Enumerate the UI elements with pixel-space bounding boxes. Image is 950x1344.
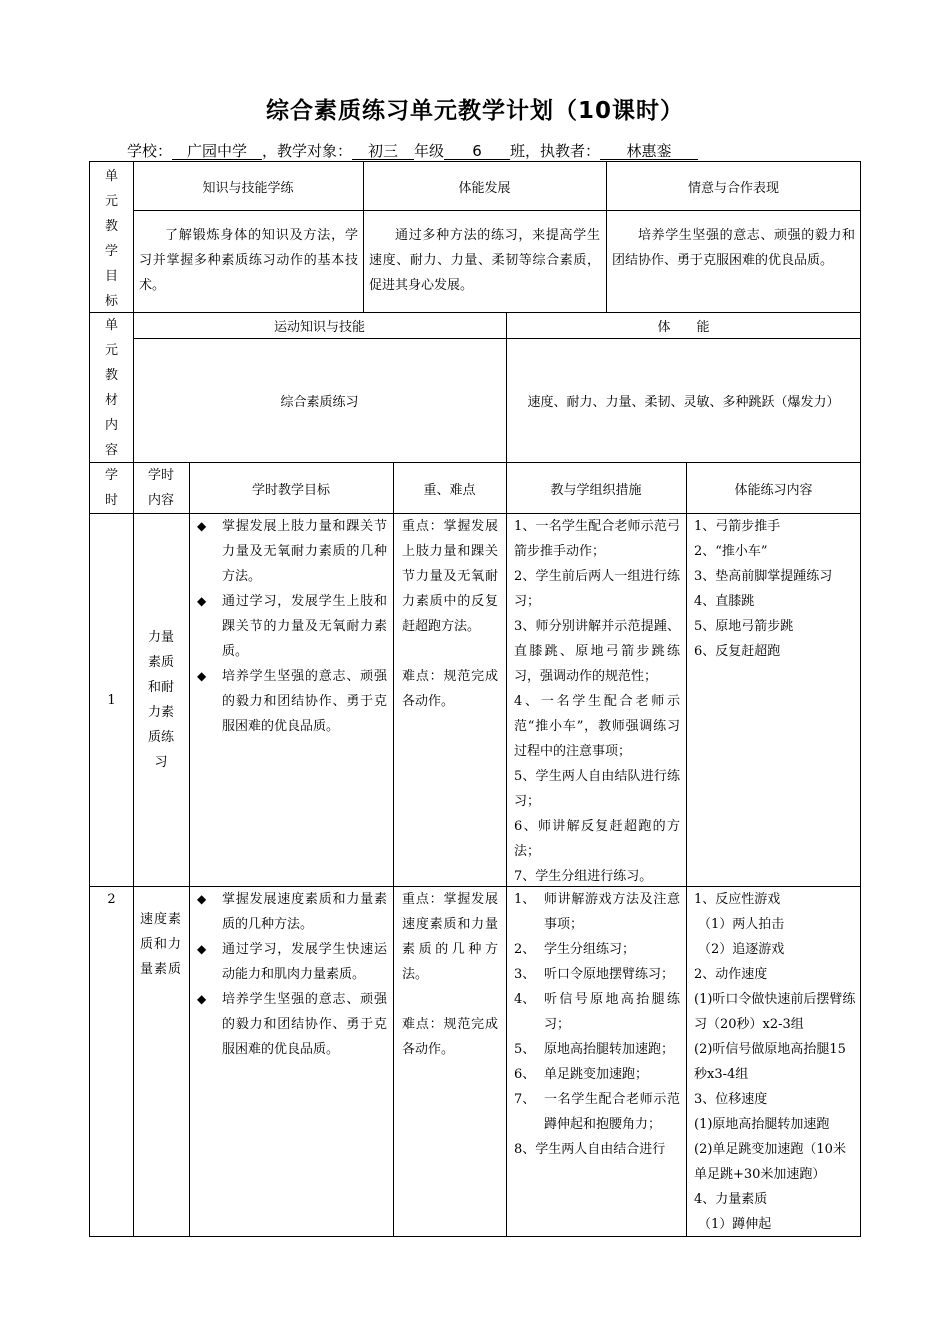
header-lesson-no: 学时 xyxy=(104,468,118,508)
header-info-line xyxy=(127,140,698,161)
exercise-item: (1)原地高抬腿转加速跑 xyxy=(694,1117,830,1132)
class-suffix: 班，执教者： xyxy=(510,142,601,160)
measure-item: 3、 听口令原地摆臂练习； xyxy=(514,967,675,982)
lesson-2-number: 2 xyxy=(107,892,116,907)
measure-item: 8、 学生两人自由结合进行 xyxy=(514,1142,666,1157)
lesson-2-measures xyxy=(506,887,686,1162)
exercise-item: （1）两人拍击 xyxy=(698,917,785,932)
unit-goals-table xyxy=(89,161,861,313)
lesson-1-goal-item: ◆ 培养学生坚强的意志、顽强的毅力和团结协作、勇于克服困难的优良品质。 xyxy=(191,664,387,739)
class-value: 6 xyxy=(444,143,510,160)
lesson-1-content: 力量素质和耐力素质练习 xyxy=(147,630,174,770)
unit-materials-table xyxy=(89,312,861,463)
goals-text-affect: 培养学生坚强的意志、顽强的毅力和团结协作、勇于克服困难的优良品质。 xyxy=(612,228,855,268)
materials-header-fitness: 体 能 xyxy=(657,320,710,335)
bullet-diamond-icon: ◆ xyxy=(197,992,207,1006)
lesson-1-measures xyxy=(506,514,686,889)
exercise-item: （2）追逐游戏 xyxy=(698,942,785,957)
exercise-item: (1)听口令做快速前后摆臂练习（20秒）x2-3组 xyxy=(694,992,856,1032)
measure-item: 5、学生两人自由结队进行练习； xyxy=(514,769,680,809)
bullet-diamond-icon: ◆ xyxy=(197,519,207,533)
measure-item: 7、学生分组进行练习。 xyxy=(514,869,653,884)
lesson-1-goal-item: ◆ 通过学习，发展学生上肢和踝关节的力量及无氧耐力素质。 xyxy=(191,589,387,664)
exercise-item: 1、弓箭步推手 xyxy=(694,519,781,534)
lesson-2-exercises xyxy=(686,887,861,1237)
lesson-2-goal-item: ◆ 通过学习，发展学生快速运动能力和肌肉力量素质。 xyxy=(191,937,387,987)
lesson-1-number: 1 xyxy=(107,692,116,708)
lesson-1-exercises xyxy=(686,514,861,664)
measure-item: 4、 听信号原地高抬腿练习； xyxy=(514,992,680,1032)
lesson-2-goal-item: ◆ 掌握发展速度素质和力量素质的几种方法。 xyxy=(191,887,387,937)
document-title: 综合素质练习单元教学计划（10课时） xyxy=(265,98,684,124)
exercise-item: 1、反应性游戏 xyxy=(694,892,781,907)
measure-item: 1、一名学生配合老师示范弓箭步推手动作； xyxy=(514,519,680,559)
measure-item: 2、学生前后两人一组进行练习； xyxy=(514,569,680,609)
goals-text-knowledge: 了解锻炼身体的知识及方法，学习并掌握多种素质练习动作的基本技术。 xyxy=(139,228,358,293)
lesson-2-keypoints xyxy=(393,887,506,1062)
teacher-value: 林惠銮 xyxy=(600,143,698,160)
lesson-2-difficulty: 难点：规范完成各动作。 xyxy=(402,1017,498,1057)
measure-item: 6、 单足跳变加速跑； xyxy=(514,1067,649,1082)
grade-value: 初三 xyxy=(352,143,414,160)
measure-item: 6、师讲解反复赶超跑的方法； xyxy=(514,819,680,859)
measure-item: 7、 一名学生配合老师示范蹲伸起和抱腰角力； xyxy=(514,1092,680,1132)
lesson-1-key: 重点：掌握发展上肢力量和踝关节力量及无氧耐力素质中的反复赶超跑方法。 xyxy=(402,519,498,634)
lesson-1-goal-item: ◆ 掌握发展上肢力量和踝关节力量及无氧耐力素质的几种方法。 xyxy=(191,514,387,589)
measure-item: 1、 师讲解游戏方法及注意事项； xyxy=(514,892,680,932)
goals-header-affect: 情意与合作表现 xyxy=(687,180,779,196)
bullet-diamond-icon: ◆ xyxy=(197,594,207,608)
materials-content-fitness: 速度、耐力、力量、柔韧、灵敏、多种跳跃（爆发力） xyxy=(527,395,840,410)
exercise-item: 2、“推小车” xyxy=(694,544,768,559)
materials-header-skills: 运动知识与技能 xyxy=(273,320,365,335)
exercise-item: （1）蹲伸起 xyxy=(698,1217,772,1232)
exercise-item: 5、原地弓箭步跳 xyxy=(694,619,794,634)
bullet-diamond-icon: ◆ xyxy=(197,669,207,683)
lesson-2-goals xyxy=(189,887,393,1062)
header-lesson-goals: 学时教学目标 xyxy=(251,482,330,498)
header-exercises: 体能练习内容 xyxy=(734,482,813,498)
target-label: ，教学对象： xyxy=(262,142,353,160)
lesson-1-difficulty: 难点：规范完成各动作。 xyxy=(402,669,498,709)
unit-materials-side-label: 单 元 教 材 内 容 xyxy=(104,318,118,458)
header-lesson-content: 学时内容 xyxy=(147,468,174,508)
exercise-item: 3、位移速度 xyxy=(694,1092,768,1107)
bullet-diamond-icon: ◆ xyxy=(197,942,207,956)
bullet-diamond-icon: ◆ xyxy=(197,892,207,906)
measure-item: 4、一名学生配合老师示范“推小车”，教师强调练习过程中的注意事项； xyxy=(514,694,680,759)
lesson-2-key: 重点：掌握发展速度素质和力量素质的几种方法。 xyxy=(402,892,498,982)
measure-item: 5、 原地高抬腿转加速跑； xyxy=(514,1042,675,1057)
exercise-item: 3、垫高前脚掌提踵练习 xyxy=(694,569,833,584)
lesson-table xyxy=(89,462,861,1237)
school-label: 学校： xyxy=(127,142,173,160)
header-measures: 教与学组织措施 xyxy=(550,482,642,498)
lesson-1-keypoints xyxy=(393,514,506,714)
materials-content-skills: 综合素质练习 xyxy=(280,395,359,410)
goals-header-knowledge: 知识与技能学练 xyxy=(202,180,294,196)
measure-item: 2、 学生分组练习； xyxy=(514,942,636,957)
school-value: 广园中学 xyxy=(172,143,262,160)
goals-header-fitness: 体能发展 xyxy=(458,180,511,196)
exercise-item: 6、反复赶超跑 xyxy=(694,644,781,659)
exercise-item: (2)单足跳变加速跑（10米单足跳+30米加速跑） xyxy=(694,1142,846,1182)
exercise-item: (2)听信号做原地高抬腿15秒x3-4组 xyxy=(694,1042,846,1082)
unit-goals-side-label: 单 元 教 学 目 标 xyxy=(104,169,118,309)
lesson-1-goals xyxy=(189,514,393,739)
measure-item: 3、师分别讲解并示范提踵、直膝跳、原地弓箭步跳练习，强调动作的规范性； xyxy=(514,619,680,684)
exercise-item: 4、力量素质 xyxy=(694,1192,768,1207)
grade-suffix: 年级 xyxy=(414,142,445,160)
lesson-2-content: 速度素质和力量素质 xyxy=(140,912,183,977)
exercise-item: 4、直膝跳 xyxy=(694,594,755,609)
header-key-points: 重、难点 xyxy=(423,482,476,498)
lesson-2-goal-item: ◆ 培养学生坚强的意志、顽强的毅力和团结协作、勇于克服困难的优良品质。 xyxy=(191,987,387,1062)
goals-text-fitness: 通过多种方法的练习，来提高学生速度、耐力、力量、柔韧等综合素质，促进其身心发展。 xyxy=(369,228,600,293)
exercise-item: 2、动作速度 xyxy=(694,967,768,982)
